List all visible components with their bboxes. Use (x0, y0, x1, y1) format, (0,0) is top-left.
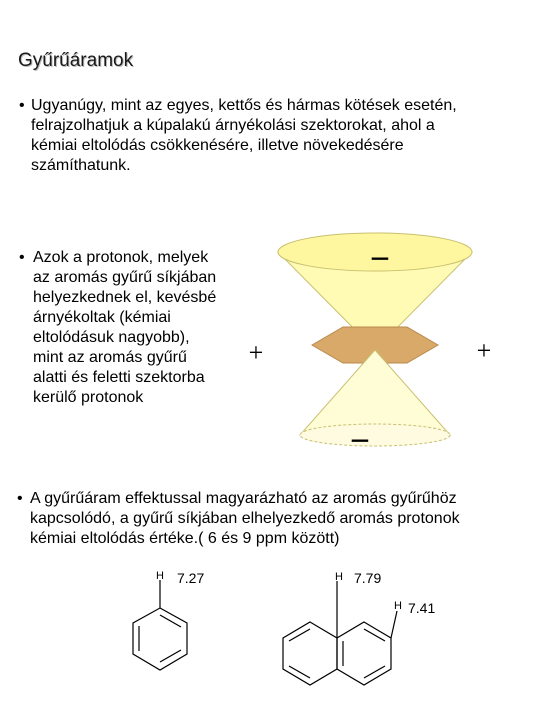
lower-cone-rim (300, 424, 450, 446)
naphthalene-double-bond (364, 629, 385, 641)
text-line: számíthatunk. (31, 157, 131, 174)
text-line: kerülő protonok (33, 389, 144, 406)
shielding-cones-diagram (240, 230, 510, 450)
naphthalene-shift-alpha: 7.79 (354, 570, 382, 586)
paragraph-ring-current (30, 489, 530, 549)
sign-left-plus: + (248, 338, 264, 367)
text-line: alatti és feletti szektorba (33, 369, 205, 386)
text-line: eltolódásuk nagyobb), (33, 329, 190, 346)
naphthalene-double-bond (364, 666, 385, 678)
naphthalene-ring-left (283, 622, 337, 685)
benzene-shift-value: 7.27 (177, 570, 205, 586)
lower-cone (300, 350, 450, 435)
bullet-3: • (17, 490, 23, 507)
text-line: mint az aromás gyűrű (33, 349, 187, 366)
text-line: kémiai eltolódás értéke.( 6 és 9 ppm között) (30, 530, 340, 547)
benzene-double-bond (160, 615, 181, 627)
slide-title: Gyűrűáramok (18, 50, 134, 71)
paragraph-ring-sectors (31, 96, 531, 176)
naphthalene-c-h-bond-beta (391, 611, 397, 638)
text-line: az aromás gyűrű síkjában (33, 269, 217, 286)
naphthalene-double-bond (289, 629, 310, 641)
text-line: felrajzolhatjuk a kúpalakú árnyékolási szektorokat, ahol a (31, 117, 435, 134)
paragraph-protons (33, 248, 263, 408)
naphthalene-h-atom-alpha: H (335, 571, 343, 583)
benzene-ring (133, 608, 187, 670)
benzene-structure (120, 560, 240, 690)
benzene-h-atom: H (156, 570, 164, 582)
text-line: A gyűrűáram effektussal magyarázható az aromás gyűrűhöz (30, 490, 457, 507)
naphthalene-h-atom-beta: H (394, 600, 402, 612)
naphthalene-shift-beta: 7.41 (408, 600, 436, 616)
benzene-double-bond (160, 650, 181, 662)
naphthalene-double-bond (289, 666, 310, 678)
text-line: Azok a protonok, melyek (33, 249, 209, 266)
bullet-2: • (19, 249, 25, 266)
sign-right-plus: + (476, 336, 492, 365)
naphthalene-structure (250, 560, 470, 690)
text-line: kapcsolódó, a gyűrű síkjában elhelyezkedő aromás protonok (30, 510, 460, 527)
naphthalene-ring-right (337, 622, 391, 685)
text-line: helyezkednek el, kevésbé (33, 289, 217, 306)
sign-top-minus: − (370, 240, 390, 278)
text-line: kémiai eltolódás csökkenésére, illetve növekedésére (31, 137, 404, 154)
text-line: Ugyanúgy, mint az egyes, kettős és hármas kötések esetén, (31, 97, 457, 114)
bullet-1: • (19, 97, 25, 114)
text-line: árnyékoltak (kémiai (33, 309, 171, 326)
sign-bottom-minus: − (350, 422, 370, 450)
